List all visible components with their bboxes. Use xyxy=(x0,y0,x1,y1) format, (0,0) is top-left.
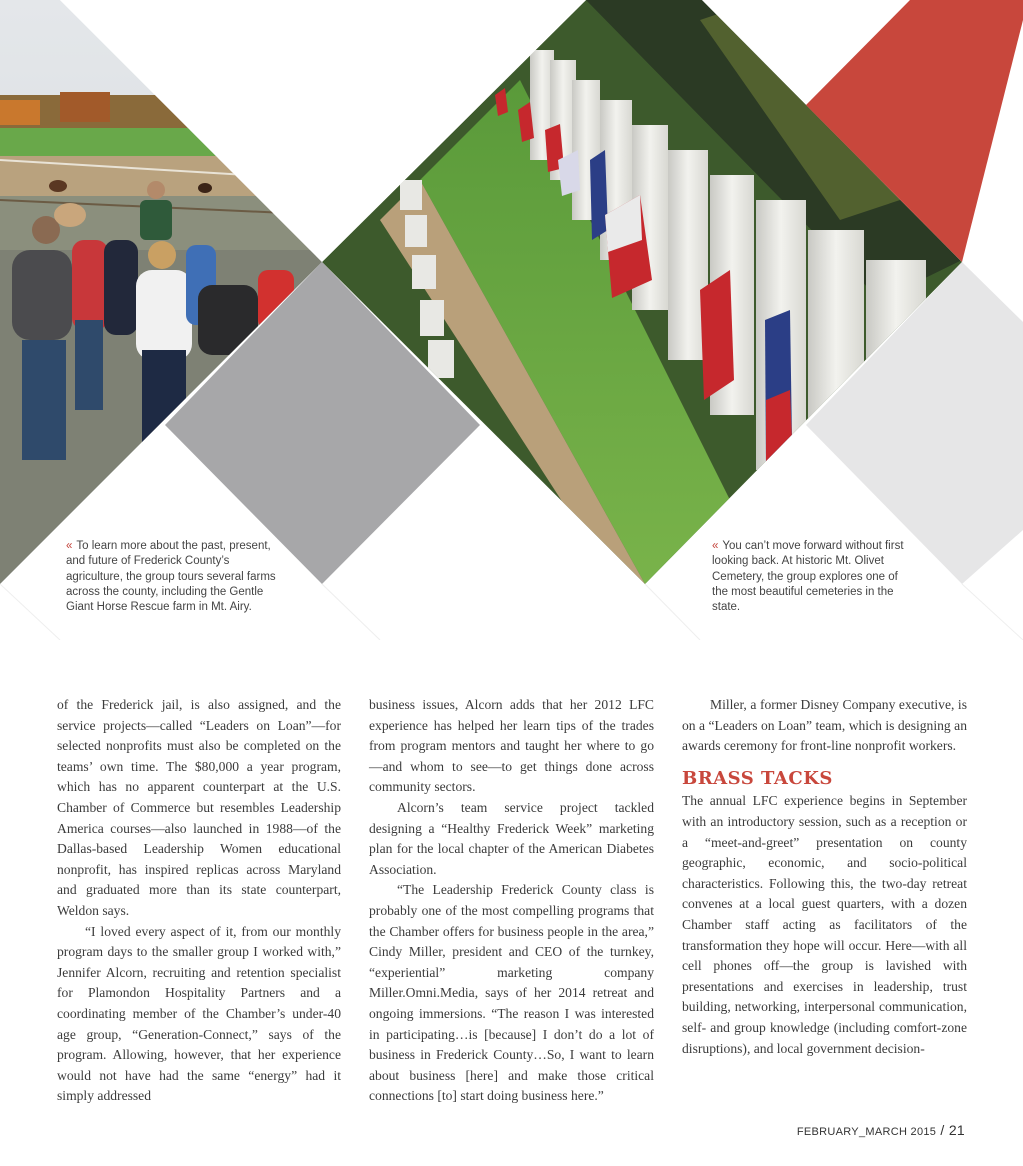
paragraph: Miller, a former Disney Company executive, is on a “Leaders on Loan” team, which is designing an awards ceremony for front-line nonprofit workers. xyxy=(682,697,967,754)
issue-date: FEBRUARY_MARCH 2015 xyxy=(796,1126,937,1138)
photo-caption-right xyxy=(712,539,912,615)
article-column-3 xyxy=(682,695,967,1059)
paragraph: “I loved every aspect of it, from our monthly program days to the smaller group I worked with,” Jennifer Alcorn, recruiting and retention specialist for Plamondon Hospitality Partners and a coordinating member of the Chamber’s under-40 age group, “Generation-Connect,” says of the program. Allowing, however, that her experience would not have had the same “energy” had it simply addressed xyxy=(57,923,341,1104)
paragraph: of the Frederick jail, is also assigned, and the service projects—called “Leaders on Loan”—for selected nonprofits must also be completed on the teams’ own time. The $80,000 a year program, which has no apparent counterpart at the U.S. Chamber of Commerce but resembles Leadership America courses—also launched in 1988—of the Dallas-based Leadership Women educational nonprofit, has inspired replicas across Maryland and graduated more than its state counterpart, Weldon says. xyxy=(57,697,341,918)
caption-marker: « xyxy=(66,540,73,552)
paragraph: Alcorn’s team service project tackled designing a “Healthy Frederick Week” marketing plan for the local chapter of the American Diabetes Association. xyxy=(369,799,654,877)
page-footer xyxy=(797,1122,965,1138)
caption-text: You can’t move forward without first looking back. At historic Mt. Olivet Cemetery, the group explores one of the most beautiful cemeteries in the state. xyxy=(712,540,904,614)
section-heading: BRASS TACKS xyxy=(682,767,833,789)
article-column-2 xyxy=(369,695,654,1107)
page-number: 21 xyxy=(948,1122,965,1138)
footer-separator: / xyxy=(936,1122,949,1138)
article-column-1 xyxy=(57,695,341,1107)
caption-text: To learn more about the past, present, and future of Frederick County’s agriculture, the group tours several farms across the county, including the Gentle Giant Horse Rescue farm in Mt. Airy. xyxy=(66,540,276,614)
paragraph: The annual LFC experience begins in September with an introductory session, such as a reception or a “meet-and-greet” presentation on county geographic, economic, and socio-political characteristics. Following this, the two-day retreat convenes at a local guest quarters, with a dozen Chamber staff acting as facilitators of the transformation they hope will occur. Here—with all cell phones off—the group is lavished with presentations and exercises in leadership, trust building, networking, interpersonal communication, self- and group knowledge (including comfort-zone disruptions), and local government decision- xyxy=(682,793,967,1056)
paragraph: business issues, Alcorn adds that her 2012 LFC experience has helped her learn tips of the trades from program mentors and taught her where to go—and whom to see—to get things done across community sectors. xyxy=(369,697,654,795)
caption-marker: « xyxy=(712,540,719,552)
photo-caption-left xyxy=(66,539,281,615)
paragraph: “The Leadership Frederick County class is probably one of the most compelling programs that the Chamber offers for business people in the area,” Cindy Miller, president and CEO of the turnkey, “experiential” marketing company Miller.Omni.Media, says of her 2014 retreat and ongoing immersions. “The reason I was interested in participating…is [because] I don’t do a lot of business in Frederick County…So, I want to learn about business [here] and make those critical connections [to] start doing business here.” xyxy=(369,882,654,1104)
